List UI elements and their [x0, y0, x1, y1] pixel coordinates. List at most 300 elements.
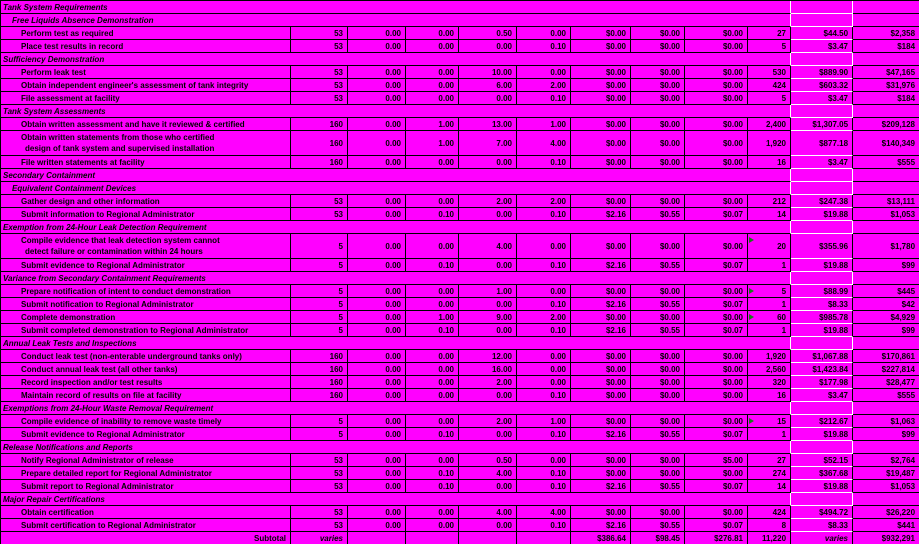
cell-col9[interactable]: 320: [748, 376, 791, 389]
activity-label-cell[interactable]: Submit certification to Regional Administrator: [1, 519, 291, 532]
cell-col4[interactable]: 13.00: [459, 118, 517, 131]
activity-label-cell[interactable]: Record inspection and/or test results: [1, 376, 291, 389]
cell-col3[interactable]: 1.00: [406, 311, 459, 324]
cell-col6[interactable]: $0.00: [571, 131, 631, 156]
section-header-cell[interactable]: Variance from Secondary Containment Requirements: [1, 272, 791, 285]
activity-label-cell[interactable]: Obtain independent engineer's assessment of tank integrity: [1, 79, 291, 92]
cell-col11[interactable]: $932,291: [853, 532, 919, 544]
cell-col8[interactable]: $0.07: [685, 480, 748, 493]
cell-col10[interactable]: $19.88: [791, 324, 853, 337]
cell-col9[interactable]: 27: [748, 27, 791, 40]
cell-col1[interactable]: 53: [291, 467, 348, 480]
cell-col1[interactable]: 53: [291, 480, 348, 493]
cell-col1[interactable]: 160: [291, 363, 348, 376]
cell-col5[interactable]: 0.00: [517, 454, 571, 467]
cell-col8[interactable]: $0.00: [685, 195, 748, 208]
cell-col9[interactable]: 1,920: [748, 131, 791, 156]
cell-col4[interactable]: 2.00: [459, 376, 517, 389]
cell-col9[interactable]: 14: [748, 208, 791, 221]
cell-col11[interactable]: [853, 272, 919, 285]
cell-col9[interactable]: 16: [748, 389, 791, 402]
cell-col2[interactable]: 0.00: [348, 298, 406, 311]
cell-col8[interactable]: $5.00: [685, 454, 748, 467]
activity-label-cell[interactable]: Perform test as required: [1, 27, 291, 40]
cell-col7[interactable]: $0.00: [631, 363, 685, 376]
cell-col10[interactable]: [791, 14, 853, 27]
cell-col6[interactable]: $0.00: [571, 285, 631, 298]
cell-col9[interactable]: 530: [748, 66, 791, 79]
cell-col3[interactable]: 0.00: [406, 66, 459, 79]
cell-col6[interactable]: $0.00: [571, 389, 631, 402]
cell-col5[interactable]: 4.00: [517, 131, 571, 156]
cell-col11[interactable]: $1,053: [853, 208, 919, 221]
cell-col8[interactable]: $0.00: [685, 389, 748, 402]
cell-col8[interactable]: $0.00: [685, 350, 748, 363]
cell-col5[interactable]: 0.10: [517, 389, 571, 402]
cell-col5[interactable]: 2.00: [517, 195, 571, 208]
cell-col4[interactable]: 0.00: [459, 298, 517, 311]
cell-col9[interactable]: 424: [748, 79, 791, 92]
cell-col1[interactable]: 160: [291, 131, 348, 156]
cell-col7[interactable]: $0.00: [631, 79, 685, 92]
cell-col1[interactable]: 5: [291, 311, 348, 324]
cell-col8[interactable]: $0.00: [685, 66, 748, 79]
cell-col5[interactable]: 4.00: [517, 506, 571, 519]
cell-col2[interactable]: 0.00: [348, 92, 406, 105]
cell-col4[interactable]: 0.50: [459, 27, 517, 40]
cell-col3[interactable]: 0.00: [406, 79, 459, 92]
cell-col6[interactable]: $2.16: [571, 259, 631, 272]
cell-col11[interactable]: $13,111: [853, 195, 919, 208]
activity-label-cell[interactable]: Conduct annual leak test (all other tanks): [1, 363, 291, 376]
cell-col11[interactable]: [853, 493, 919, 506]
cell-col4[interactable]: 4.00: [459, 234, 517, 259]
cell-col1[interactable]: 160: [291, 389, 348, 402]
cell-col6[interactable]: $0.00: [571, 156, 631, 169]
section-header-cell[interactable]: Secondary Containment: [1, 169, 791, 182]
cell-col3[interactable]: 0.00: [406, 376, 459, 389]
cell-col6[interactable]: $386.64: [571, 532, 631, 544]
cell-col5[interactable]: 1.00: [517, 415, 571, 428]
cell-col10[interactable]: $247.38: [791, 195, 853, 208]
cell-col3[interactable]: 0.10: [406, 208, 459, 221]
cell-col8[interactable]: $0.00: [685, 285, 748, 298]
cell-col11[interactable]: [853, 402, 919, 415]
cell-col9[interactable]: 16: [748, 156, 791, 169]
cell-col9[interactable]: 8: [748, 519, 791, 532]
cell-col3[interactable]: 0.00: [406, 234, 459, 259]
cell-col7[interactable]: $0.55: [631, 298, 685, 311]
cell-col2[interactable]: 0.00: [348, 311, 406, 324]
cell-col4[interactable]: 9.00: [459, 311, 517, 324]
section-header-cell[interactable]: Sufficiency Demonstration: [1, 53, 791, 66]
cell-col1[interactable]: 5: [291, 415, 348, 428]
activity-label-cell[interactable]: Obtain certification: [1, 506, 291, 519]
cell-col2[interactable]: 0.00: [348, 506, 406, 519]
cell-col10[interactable]: $603.32: [791, 79, 853, 92]
cell-col10[interactable]: $19.88: [791, 428, 853, 441]
cell-col5[interactable]: 0.10: [517, 467, 571, 480]
cell-col3[interactable]: 0.00: [406, 389, 459, 402]
cell-col11[interactable]: $47,165: [853, 66, 919, 79]
cell-col1[interactable]: 160: [291, 118, 348, 131]
cell-col8[interactable]: $0.00: [685, 40, 748, 53]
cell-col4[interactable]: 0.00: [459, 40, 517, 53]
cell-col9[interactable]: 1: [748, 324, 791, 337]
cell-col9[interactable]: 5: [748, 92, 791, 105]
cell-col10[interactable]: $88.99: [791, 285, 853, 298]
activity-label-cell[interactable]: Maintain record of results on file at facility: [1, 389, 291, 402]
cell-col8[interactable]: $0.00: [685, 79, 748, 92]
section-header-cell[interactable]: Free Liquids Absence Demonstration: [1, 14, 791, 27]
cell-col2[interactable]: 0.00: [348, 454, 406, 467]
cell-col6[interactable]: $0.00: [571, 40, 631, 53]
cell-col11[interactable]: $99: [853, 428, 919, 441]
cell-col5[interactable]: 0.10: [517, 40, 571, 53]
cell-col10[interactable]: $355.96: [791, 234, 853, 259]
subtotal-label-cell[interactable]: Subtotal: [1, 532, 291, 544]
cell-col4[interactable]: 2.00: [459, 415, 517, 428]
cell-col11[interactable]: $1,053: [853, 480, 919, 493]
activity-label-cell[interactable]: Submit evidence to Regional Administrator: [1, 259, 291, 272]
cell-col6[interactable]: $0.00: [571, 311, 631, 324]
cell-col10[interactable]: $3.47: [791, 40, 853, 53]
cell-col6[interactable]: $2.16: [571, 324, 631, 337]
cell-col4[interactable]: [459, 532, 517, 544]
activity-label-cell[interactable]: Submit information to Regional Administrator: [1, 208, 291, 221]
cell-col7[interactable]: $0.00: [631, 415, 685, 428]
cell-col9[interactable]: 20: [748, 234, 791, 259]
cell-col10[interactable]: $889.90: [791, 66, 853, 79]
cell-col1[interactable]: 53: [291, 208, 348, 221]
cell-col5[interactable]: 0.10: [517, 92, 571, 105]
cell-col11[interactable]: $1,780: [853, 234, 919, 259]
cell-col11[interactable]: $42: [853, 298, 919, 311]
cell-col4[interactable]: 6.00: [459, 79, 517, 92]
cell-col11[interactable]: $2,764: [853, 454, 919, 467]
activity-label-cell[interactable]: Prepare detailed report for Regional Administrator: [1, 467, 291, 480]
cell-col5[interactable]: 0.00: [517, 285, 571, 298]
cell-col10[interactable]: $19.88: [791, 480, 853, 493]
activity-label-cell[interactable]: [1, 131, 291, 156]
cell-col6[interactable]: $0.00: [571, 66, 631, 79]
cell-col11[interactable]: $140,349: [853, 131, 919, 156]
cell-col6[interactable]: $2.16: [571, 428, 631, 441]
cell-col8[interactable]: $0.00: [685, 92, 748, 105]
activity-label-cell[interactable]: File assessment at facility: [1, 92, 291, 105]
cell-col4[interactable]: 0.00: [459, 519, 517, 532]
cell-col10[interactable]: [791, 402, 853, 415]
cell-col5[interactable]: 1.00: [517, 118, 571, 131]
cell-col4[interactable]: 16.00: [459, 363, 517, 376]
cell-col6[interactable]: $0.00: [571, 506, 631, 519]
cell-col5[interactable]: 0.00: [517, 350, 571, 363]
cell-col8[interactable]: $0.00: [685, 118, 748, 131]
cell-col1[interactable]: 160: [291, 350, 348, 363]
cell-col10[interactable]: varies: [791, 532, 853, 544]
cell-col9[interactable]: 274: [748, 467, 791, 480]
cell-col9[interactable]: 60: [748, 311, 791, 324]
cell-col1[interactable]: 53: [291, 40, 348, 53]
cell-col5[interactable]: 0.10: [517, 259, 571, 272]
cell-col1[interactable]: 53: [291, 519, 348, 532]
cell-col10[interactable]: $19.88: [791, 208, 853, 221]
cell-col6[interactable]: $2.16: [571, 208, 631, 221]
cell-col11[interactable]: $445: [853, 285, 919, 298]
cell-col1[interactable]: 5: [291, 259, 348, 272]
cell-col6[interactable]: $0.00: [571, 195, 631, 208]
cell-col11[interactable]: [853, 169, 919, 182]
cell-col3[interactable]: 0.00: [406, 363, 459, 376]
cell-col7[interactable]: $0.00: [631, 350, 685, 363]
cell-col7[interactable]: $0.00: [631, 454, 685, 467]
cell-col2[interactable]: 0.00: [348, 79, 406, 92]
cell-col8[interactable]: $0.07: [685, 298, 748, 311]
cell-col6[interactable]: $0.00: [571, 415, 631, 428]
cell-col9[interactable]: 5: [748, 40, 791, 53]
cell-col11[interactable]: $170,861: [853, 350, 919, 363]
cell-col7[interactable]: $0.00: [631, 376, 685, 389]
cell-col10[interactable]: $3.47: [791, 156, 853, 169]
cell-col3[interactable]: 0.00: [406, 298, 459, 311]
cell-col5[interactable]: 2.00: [517, 79, 571, 92]
cell-col2[interactable]: 0.00: [348, 40, 406, 53]
cell-col2[interactable]: 0.00: [348, 118, 406, 131]
cell-col3[interactable]: 0.10: [406, 428, 459, 441]
cell-col2[interactable]: 0.00: [348, 350, 406, 363]
cell-col6[interactable]: $0.00: [571, 467, 631, 480]
cell-col4[interactable]: 1.00: [459, 285, 517, 298]
cell-col3[interactable]: [406, 532, 459, 544]
cell-col7[interactable]: $0.55: [631, 324, 685, 337]
cell-col3[interactable]: 0.10: [406, 259, 459, 272]
cell-col10[interactable]: $3.47: [791, 389, 853, 402]
cell-col7[interactable]: $0.00: [631, 195, 685, 208]
activity-label-cell[interactable]: Submit notification to Regional Administrator: [1, 298, 291, 311]
cell-col6[interactable]: $0.00: [571, 234, 631, 259]
cell-col11[interactable]: [853, 441, 919, 454]
cell-col4[interactable]: 0.00: [459, 156, 517, 169]
cell-col3[interactable]: 0.10: [406, 467, 459, 480]
cell-col1[interactable]: 5: [291, 234, 348, 259]
cell-col10[interactable]: [791, 105, 853, 118]
cell-col3[interactable]: 0.00: [406, 40, 459, 53]
cell-col11[interactable]: [853, 182, 919, 195]
activity-label-cell[interactable]: Notify Regional Administrator of release: [1, 454, 291, 467]
cell-col8[interactable]: $276.81: [685, 532, 748, 544]
cell-col7[interactable]: $0.55: [631, 259, 685, 272]
cell-col10[interactable]: $367.68: [791, 467, 853, 480]
cell-col8[interactable]: $0.07: [685, 324, 748, 337]
cell-col11[interactable]: $31,976: [853, 79, 919, 92]
cell-col4[interactable]: 10.00: [459, 66, 517, 79]
cell-col3[interactable]: 0.00: [406, 195, 459, 208]
cell-col3[interactable]: 0.10: [406, 480, 459, 493]
cell-col3[interactable]: 1.00: [406, 118, 459, 131]
cell-col6[interactable]: $0.00: [571, 376, 631, 389]
section-header-cell[interactable]: Annual Leak Tests and Inspections: [1, 337, 791, 350]
section-header-cell[interactable]: Exemption from 24-Hour Leak Detection Requirement: [1, 221, 791, 234]
activity-label-cell[interactable]: [1, 234, 291, 259]
section-header-cell[interactable]: Tank System Requirements: [1, 1, 791, 14]
cell-col2[interactable]: 0.00: [348, 285, 406, 298]
activity-label-cell[interactable]: Perform leak test: [1, 66, 291, 79]
cell-col6[interactable]: $0.00: [571, 92, 631, 105]
cell-col2[interactable]: 0.00: [348, 131, 406, 156]
cell-col8[interactable]: $0.00: [685, 376, 748, 389]
cell-col1[interactable]: 5: [291, 324, 348, 337]
cell-col5[interactable]: 0.10: [517, 324, 571, 337]
cell-col1[interactable]: 53: [291, 66, 348, 79]
cell-col4[interactable]: 0.50: [459, 454, 517, 467]
cell-col11[interactable]: $19,487: [853, 467, 919, 480]
cell-col5[interactable]: 0.10: [517, 480, 571, 493]
cell-col10[interactable]: [791, 441, 853, 454]
cell-col11[interactable]: [853, 337, 919, 350]
cell-col11[interactable]: $1,063: [853, 415, 919, 428]
cell-col4[interactable]: 0.00: [459, 389, 517, 402]
cell-col2[interactable]: 0.00: [348, 156, 406, 169]
cell-col4[interactable]: 2.00: [459, 195, 517, 208]
cell-col4[interactable]: 0.00: [459, 208, 517, 221]
cell-col4[interactable]: 7.00: [459, 131, 517, 156]
activity-label-cell[interactable]: Complete demonstration: [1, 311, 291, 324]
cell-col3[interactable]: 0.00: [406, 506, 459, 519]
cell-col9[interactable]: 11,220: [748, 532, 791, 544]
cell-col1[interactable]: 53: [291, 506, 348, 519]
cell-col5[interactable]: 0.00: [517, 66, 571, 79]
cell-col11[interactable]: $99: [853, 324, 919, 337]
section-header-cell[interactable]: Major Repair Certifications: [1, 493, 791, 506]
cell-col10[interactable]: $8.33: [791, 298, 853, 311]
cell-col11[interactable]: $99: [853, 259, 919, 272]
cell-col2[interactable]: 0.00: [348, 467, 406, 480]
cell-col9[interactable]: 1: [748, 428, 791, 441]
cell-col7[interactable]: $0.00: [631, 467, 685, 480]
cell-col3[interactable]: 0.00: [406, 519, 459, 532]
cell-col11[interactable]: [853, 14, 919, 27]
cell-col2[interactable]: 0.00: [348, 66, 406, 79]
cell-col6[interactable]: $0.00: [571, 118, 631, 131]
cell-col1[interactable]: 5: [291, 298, 348, 311]
cell-col2[interactable]: 0.00: [348, 428, 406, 441]
activity-label-cell[interactable]: Prepare notification of intent to conduct demonstration: [1, 285, 291, 298]
activity-label-cell[interactable]: Submit completed demonstration to Regional Administrator: [1, 324, 291, 337]
cell-col10[interactable]: $1,307.05: [791, 118, 853, 131]
cell-col9[interactable]: 212: [748, 195, 791, 208]
cell-col7[interactable]: $0.55: [631, 519, 685, 532]
cell-col11[interactable]: $28,477: [853, 376, 919, 389]
cell-col4[interactable]: 0.00: [459, 428, 517, 441]
cell-col4[interactable]: 0.00: [459, 324, 517, 337]
cell-col7[interactable]: $0.55: [631, 480, 685, 493]
cell-col2[interactable]: 0.00: [348, 259, 406, 272]
cell-col10[interactable]: [791, 221, 853, 234]
cell-col3[interactable]: 0.10: [406, 324, 459, 337]
cell-col4[interactable]: 4.00: [459, 467, 517, 480]
cell-col10[interactable]: $3.47: [791, 92, 853, 105]
cell-col3[interactable]: 0.00: [406, 27, 459, 40]
cell-col4[interactable]: 0.00: [459, 259, 517, 272]
cell-col2[interactable]: 0.00: [348, 376, 406, 389]
cell-col7[interactable]: $0.00: [631, 506, 685, 519]
cell-col6[interactable]: $2.16: [571, 480, 631, 493]
cell-col8[interactable]: $0.00: [685, 363, 748, 376]
cell-col7[interactable]: $0.55: [631, 428, 685, 441]
section-header-cell[interactable]: Release Notifications and Reports: [1, 441, 791, 454]
cell-col5[interactable]: 0.00: [517, 376, 571, 389]
cell-col1[interactable]: 53: [291, 195, 348, 208]
cell-col3[interactable]: 0.00: [406, 92, 459, 105]
cell-col8[interactable]: $0.00: [685, 156, 748, 169]
cell-col9[interactable]: 27: [748, 454, 791, 467]
cell-col11[interactable]: $555: [853, 389, 919, 402]
cell-col7[interactable]: $0.00: [631, 27, 685, 40]
cell-col11[interactable]: $209,128: [853, 118, 919, 131]
cell-col2[interactable]: 0.00: [348, 363, 406, 376]
activity-label-cell[interactable]: Submit report to Regional Administrator: [1, 480, 291, 493]
cell-col7[interactable]: $0.55: [631, 208, 685, 221]
cell-col3[interactable]: 0.00: [406, 350, 459, 363]
cell-col5[interactable]: 0.10: [517, 298, 571, 311]
cell-col10[interactable]: $877.18: [791, 131, 853, 156]
cell-col11[interactable]: $4,929: [853, 311, 919, 324]
cell-col10[interactable]: [791, 1, 853, 14]
cell-col5[interactable]: 0.10: [517, 519, 571, 532]
cell-col10[interactable]: [791, 182, 853, 195]
cell-col6[interactable]: $0.00: [571, 454, 631, 467]
cell-col10[interactable]: [791, 493, 853, 506]
cell-col10[interactable]: [791, 169, 853, 182]
cell-col9[interactable]: 5: [748, 285, 791, 298]
cell-col10[interactable]: [791, 53, 853, 66]
cell-col9[interactable]: 1,920: [748, 350, 791, 363]
cell-col11[interactable]: $2,358: [853, 27, 919, 40]
cell-col11[interactable]: $441: [853, 519, 919, 532]
cell-col3[interactable]: 0.00: [406, 415, 459, 428]
cell-col8[interactable]: $0.00: [685, 467, 748, 480]
activity-label-cell[interactable]: Gather design and other information: [1, 195, 291, 208]
cell-col7[interactable]: $0.00: [631, 389, 685, 402]
section-header-cell[interactable]: Tank System Assessments: [1, 105, 791, 118]
cell-col8[interactable]: $0.00: [685, 415, 748, 428]
cell-col1[interactable]: 160: [291, 376, 348, 389]
cell-col8[interactable]: $0.07: [685, 259, 748, 272]
cell-col9[interactable]: 15: [748, 415, 791, 428]
cell-col2[interactable]: 0.00: [348, 27, 406, 40]
cell-col1[interactable]: 53: [291, 27, 348, 40]
activity-label-cell[interactable]: Obtain written assessment and have it reviewed & certified: [1, 118, 291, 131]
cell-col1[interactable]: varies: [291, 532, 348, 544]
cell-col5[interactable]: 2.00: [517, 311, 571, 324]
cell-col10[interactable]: $8.33: [791, 519, 853, 532]
cell-col6[interactable]: $0.00: [571, 27, 631, 40]
cell-col2[interactable]: 0.00: [348, 208, 406, 221]
cell-col5[interactable]: 0.00: [517, 363, 571, 376]
cell-col1[interactable]: 53: [291, 454, 348, 467]
cell-col8[interactable]: $0.07: [685, 519, 748, 532]
cell-col11[interactable]: [853, 221, 919, 234]
activity-label-cell[interactable]: Place test results in record: [1, 40, 291, 53]
cell-col5[interactable]: 0.10: [517, 208, 571, 221]
cell-col10[interactable]: $1,067.88: [791, 350, 853, 363]
cell-col5[interactable]: 0.10: [517, 156, 571, 169]
activity-label-cell[interactable]: File written statements at facility: [1, 156, 291, 169]
cell-col10[interactable]: $212.67: [791, 415, 853, 428]
cell-col4[interactable]: 4.00: [459, 506, 517, 519]
cell-col5[interactable]: 0.00: [517, 234, 571, 259]
cell-col10[interactable]: $19.88: [791, 259, 853, 272]
